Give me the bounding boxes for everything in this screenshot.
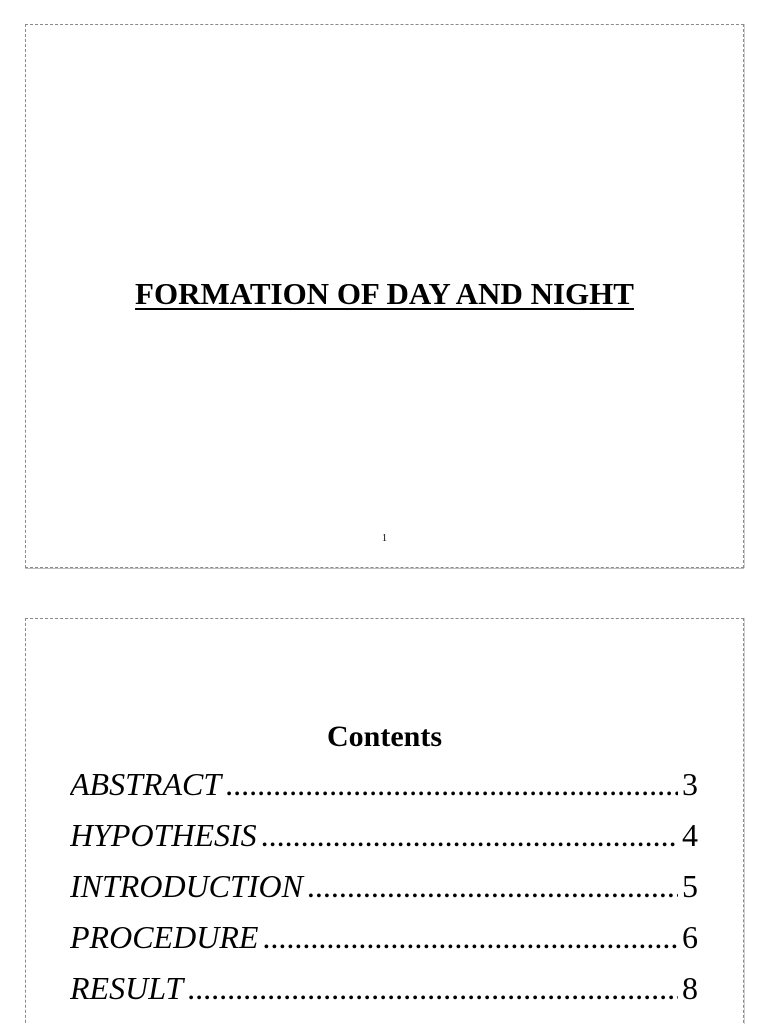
toc-entry-introduction[interactable] bbox=[70, 867, 698, 918]
toc-entry-label: INTRODUCTION bbox=[70, 868, 303, 904]
toc-dot-leader bbox=[261, 816, 678, 854]
page-number: 1 bbox=[382, 533, 387, 544]
toc-entry-page: 3 bbox=[682, 766, 698, 802]
toc-entry-page: 4 bbox=[682, 817, 698, 853]
contents-heading: Contents bbox=[326, 720, 442, 753]
toc-entry-label: RESULT bbox=[70, 970, 184, 1006]
table-of-contents bbox=[70, 765, 698, 1020]
toc-dot-leader bbox=[262, 918, 678, 956]
toc-entry-procedure[interactable] bbox=[70, 918, 698, 969]
contents-page bbox=[25, 618, 744, 1024]
toc-dot-leader bbox=[187, 969, 678, 1007]
toc-entry-page: 5 bbox=[682, 868, 698, 904]
toc-entry-result[interactable] bbox=[70, 969, 698, 1020]
document-title: FORMATION OF DAY AND NIGHT bbox=[135, 276, 634, 311]
toc-entry-page: 6 bbox=[682, 919, 698, 955]
title-page bbox=[25, 24, 744, 568]
toc-entry-page: 8 bbox=[682, 970, 698, 1006]
toc-entry-label: ABSTRACT bbox=[70, 766, 222, 802]
toc-entry-abstract[interactable] bbox=[70, 765, 698, 816]
toc-dot-leader bbox=[225, 765, 678, 803]
toc-entry-label: HYPOTHESIS bbox=[70, 817, 257, 853]
toc-dot-leader bbox=[307, 867, 678, 905]
toc-entry-label: PROCEDURE bbox=[70, 919, 259, 955]
toc-entry-hypothesis[interactable] bbox=[70, 816, 698, 867]
